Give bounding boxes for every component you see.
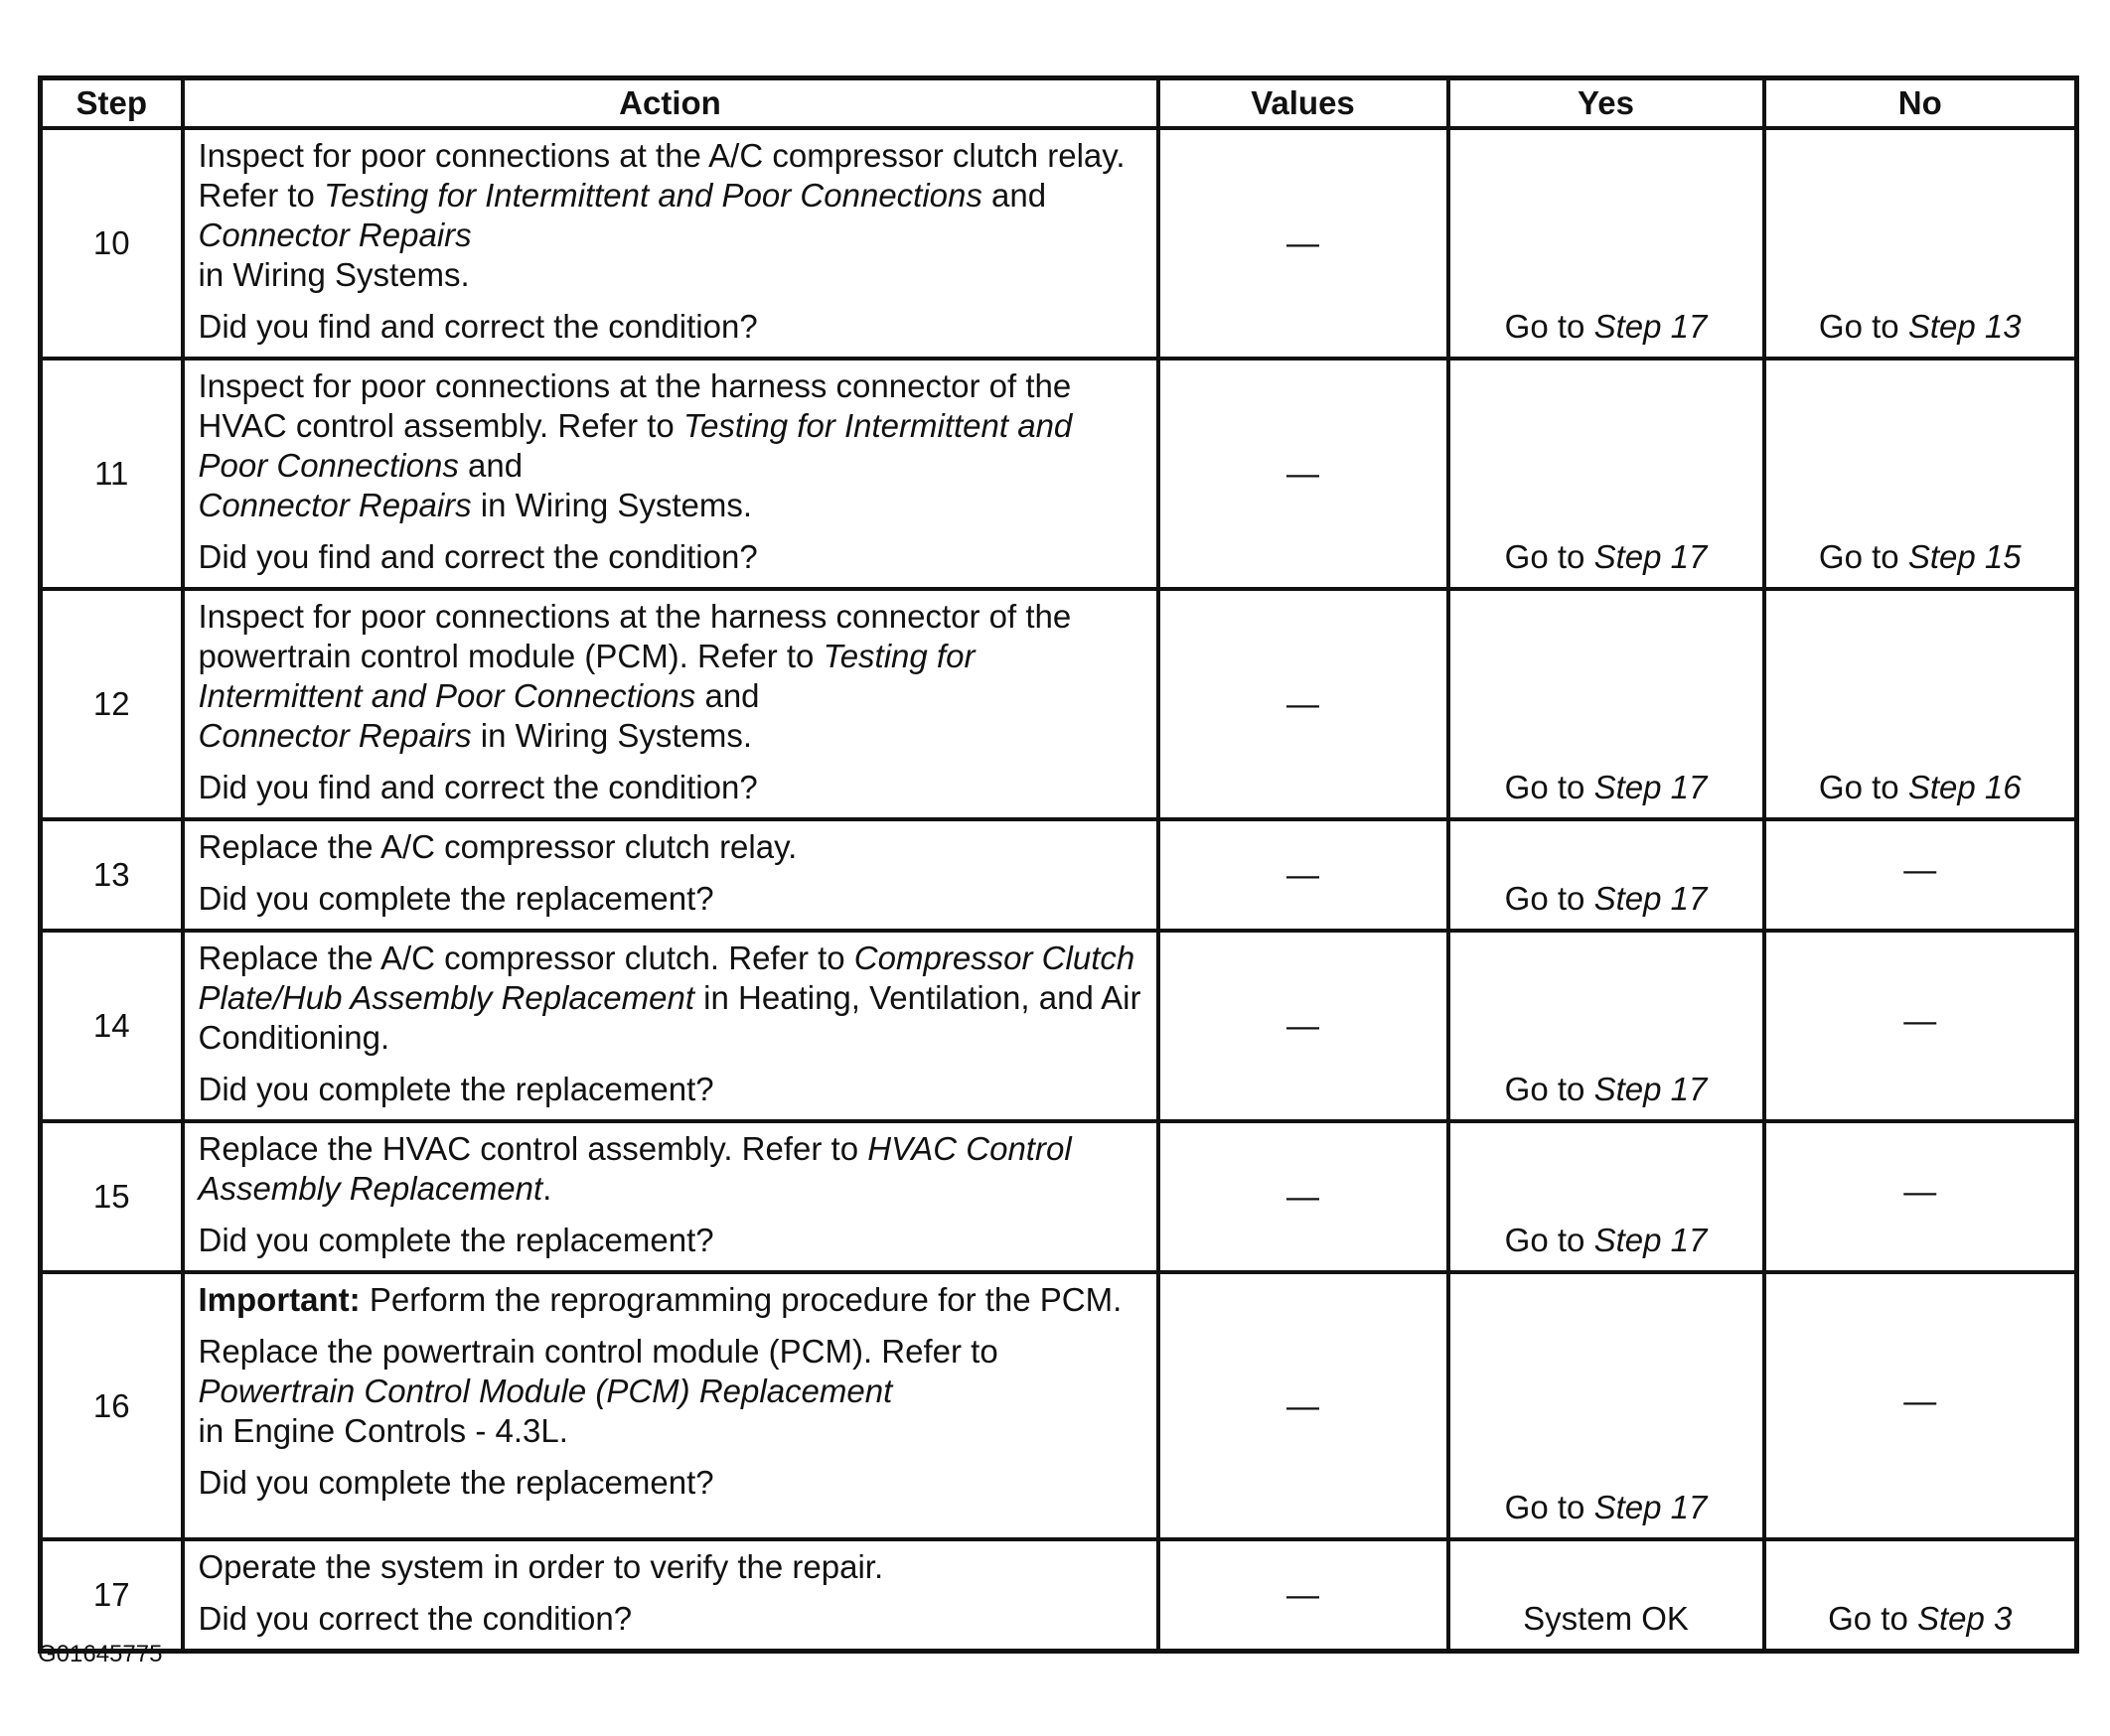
action-instruction — [199, 597, 1142, 756]
action-instruction — [199, 366, 1142, 525]
table-row — [41, 589, 2077, 819]
yes-cell — [1448, 589, 1764, 819]
step-number: 17 — [41, 1539, 183, 1652]
step-link[interactable]: Step 17 — [1593, 538, 1708, 575]
yes-cell — [1448, 128, 1764, 359]
reference-link[interactable]: Connector Repairs — [198, 217, 472, 253]
values-cell: — — [1158, 819, 1448, 931]
header-action: Action — [183, 78, 1158, 129]
action-question: Did you find and correct the condition? — [198, 538, 758, 575]
step-link[interactable]: Step 17 — [1593, 1489, 1708, 1525]
step-number: 14 — [41, 931, 183, 1121]
header-values: Values — [1158, 78, 1448, 129]
action-cell — [183, 128, 1158, 359]
action-question: Did you find and correct the condition? — [198, 769, 758, 805]
action-question: Did you correct the condition? — [198, 1600, 633, 1637]
action-cell — [183, 1121, 1158, 1272]
table-row — [41, 931, 2077, 1121]
action-question: Did you find and correct the condition? — [198, 308, 758, 345]
action-question: Did you complete the replacement? — [198, 1464, 714, 1501]
action-instruction — [199, 939, 1142, 1058]
action-text: and — [981, 177, 1047, 214]
goto-text: Go to — [1818, 538, 1908, 575]
goto-text: Go to — [1828, 1600, 1917, 1637]
action-text: and — [458, 447, 524, 484]
action-question: Did you complete the replacement? — [198, 880, 714, 917]
step-link[interactable]: Step 17 — [1593, 880, 1708, 917]
yes-cell — [1448, 819, 1764, 931]
action-text: in Engine Controls - 4.3L. — [198, 1412, 568, 1449]
action-text: in Heating, Ventilation, and Air Conditioning. — [198, 979, 1141, 1056]
important-label: Important: — [198, 1281, 361, 1318]
action-cell — [183, 589, 1158, 819]
no-cell: — — [1764, 931, 2077, 1121]
goto-text: Go to — [1504, 308, 1594, 345]
goto-text: Go to — [1504, 538, 1594, 575]
action-question: Did you complete the replacement? — [198, 1071, 714, 1107]
no-cell: — — [1764, 1121, 2077, 1272]
action-text: Replace the powertrain control module (PCM). Refer to — [198, 1333, 998, 1370]
step-number: 15 — [41, 1121, 183, 1272]
action-cell — [183, 819, 1158, 931]
step-link[interactable]: Step 3 — [1916, 1600, 2013, 1637]
goto-text: Go to — [1504, 880, 1594, 917]
yes-cell — [1448, 359, 1764, 589]
step-number: 13 — [41, 819, 183, 931]
action-text: Inspect for poor connections at the A/C compressor clutch relay. Refer to — [198, 137, 1126, 214]
step-number: 10 — [41, 128, 183, 359]
step-number: 11 — [41, 359, 183, 589]
reference-link[interactable]: HVAC Control Assembly Replacement — [198, 1130, 1072, 1207]
header-row — [41, 78, 2077, 129]
table-row — [41, 1272, 2077, 1539]
action-instruction — [199, 1129, 1142, 1209]
values-cell: — — [1158, 359, 1448, 589]
action-text: Inspect for poor connections at the harness connector of the HVAC control assembly. Refer to — [198, 367, 1072, 444]
goto-text: Go to — [1504, 1489, 1594, 1525]
reference-link[interactable]: Testing for Intermittent and Poor Connections — [198, 638, 976, 714]
action-text: in Wiring Systems. — [471, 717, 753, 754]
values-cell: — — [1158, 128, 1448, 359]
action-text: Replace the HVAC control assembly. Refer to — [198, 1130, 868, 1167]
reference-link[interactable]: Testing for Intermittent and Poor Connections — [198, 407, 1073, 484]
header-no: No — [1764, 78, 2077, 129]
values-cell: — — [1158, 1539, 1448, 1652]
important-text: Perform the reprogramming procedure for the PCM. — [360, 1281, 1123, 1318]
figure-id: G01645775 — [38, 1641, 163, 1667]
important-note — [199, 1280, 1142, 1320]
table-row — [41, 1539, 2077, 1652]
step-link[interactable]: Step 17 — [1593, 769, 1708, 805]
step-link[interactable]: Step 13 — [1907, 308, 2022, 345]
yes-cell — [1448, 1272, 1764, 1539]
table-row — [41, 128, 2077, 359]
yes-cell — [1448, 931, 1764, 1121]
table-row — [41, 819, 2077, 931]
goto-text: Go to — [1504, 769, 1594, 805]
values-cell: — — [1158, 931, 1448, 1121]
action-instruction: Replace the A/C compressor clutch relay. — [198, 828, 798, 865]
action-text: and — [695, 677, 760, 714]
values-cell: — — [1158, 589, 1448, 819]
action-text: Replace the A/C compressor clutch. Refer to — [198, 940, 854, 976]
values-cell: — — [1158, 1121, 1448, 1272]
goto-text: Go to — [1504, 1071, 1594, 1107]
diagnostic-table — [38, 75, 2079, 1654]
header-yes: Yes — [1448, 78, 1764, 129]
reference-link[interactable]: Compressor Clutch Plate/Hub Assembly Replacement — [198, 940, 1135, 1016]
step-link[interactable]: Step 16 — [1907, 769, 2022, 805]
header-step: Step — [41, 78, 183, 129]
action-cell — [183, 1272, 1158, 1539]
reference-link[interactable]: Connector Repairs — [198, 717, 472, 754]
action-cell — [183, 1539, 1158, 1652]
action-instruction: Operate the system in order to verify the repair. — [198, 1548, 884, 1585]
step-link[interactable]: Step 15 — [1907, 538, 2022, 575]
action-text: in Wiring Systems. — [471, 487, 753, 523]
step-number: 12 — [41, 589, 183, 819]
action-text: . — [542, 1170, 552, 1207]
reference-link[interactable]: Connector Repairs — [198, 487, 472, 523]
action-question: Did you complete the replacement? — [198, 1222, 714, 1258]
goto-text: Go to — [1818, 308, 1908, 345]
no-cell — [1764, 589, 2077, 819]
yes-cell — [1448, 1121, 1764, 1272]
no-cell: — — [1764, 819, 2077, 931]
values-cell: — — [1158, 1272, 1448, 1539]
action-text: in Wiring Systems. — [198, 256, 470, 293]
action-cell — [183, 931, 1158, 1121]
action-instruction — [199, 1332, 1142, 1451]
action-cell — [183, 359, 1158, 589]
step-link[interactable]: Step 17 — [1593, 1222, 1708, 1258]
goto-text: Go to — [1504, 1222, 1594, 1258]
table-row — [41, 1121, 2077, 1272]
action-text: Inspect for poor connections at the harness connector of the powertrain control module (PCM). Refer to — [198, 598, 1072, 674]
table-row — [41, 359, 2077, 589]
goto-text: Go to — [1818, 769, 1908, 805]
step-number: 16 — [41, 1272, 183, 1539]
no-cell — [1764, 359, 2077, 589]
step-link[interactable]: Step 17 — [1593, 1071, 1708, 1107]
step-link[interactable]: Step 17 — [1593, 308, 1708, 345]
no-cell — [1764, 128, 2077, 359]
reference-link[interactable]: Powertrain Control Module (PCM) Replacement — [198, 1373, 893, 1409]
no-cell — [1764, 1539, 2077, 1652]
reference-link[interactable]: Testing for Intermittent and Poor Connections — [324, 177, 982, 214]
action-instruction — [199, 136, 1142, 295]
yes-cell: System OK — [1448, 1539, 1764, 1652]
no-cell: — — [1764, 1272, 2077, 1539]
